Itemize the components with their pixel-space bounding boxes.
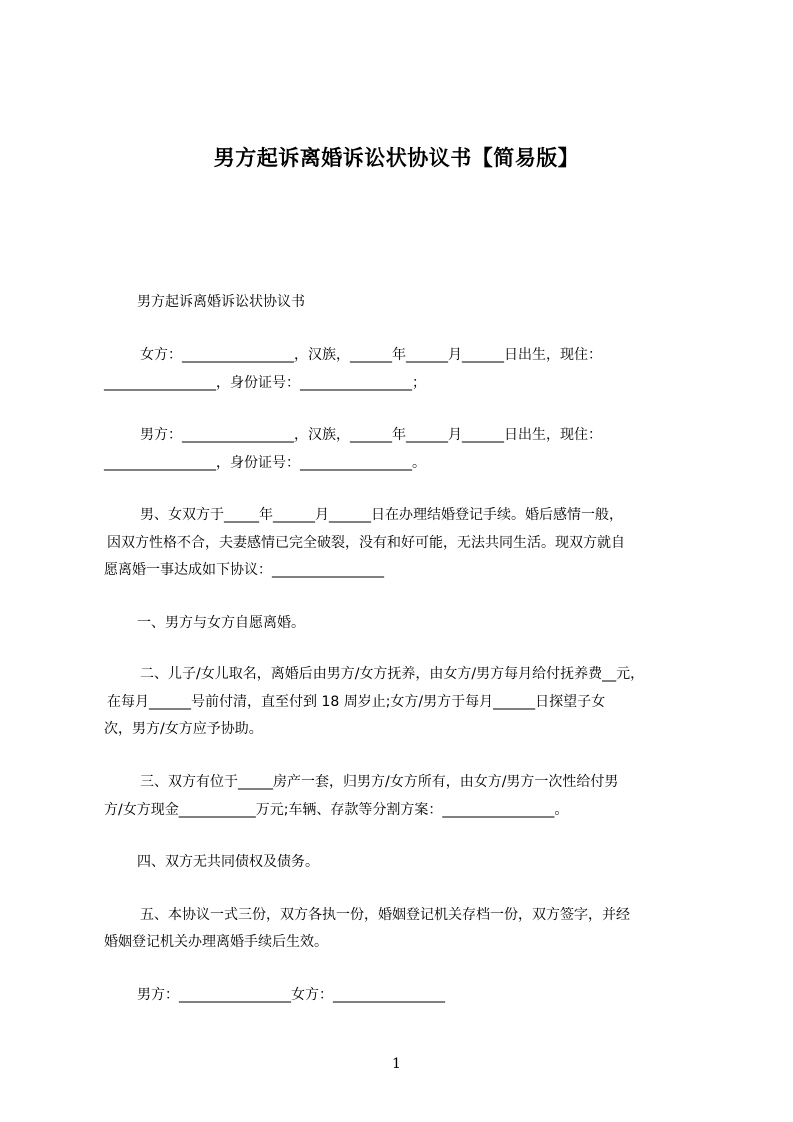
clause-1: 一、男方与女方自愿离婚。 [137,615,305,631]
clause-2-line-3: 次，男方/女方应予协助。 [104,721,263,737]
clause-2-line-2: 在每月______号前付清，直至付到 18 周岁止;女方/男方于每月______日探望子女 [107,694,606,710]
female-party-line-2: ________________，身份证号：________________； [104,375,426,391]
clause-2-line-1: 二、儿子/女儿取名，离婚后由男方/女方抚养，由女方/男方每月给付抚养费__元， [140,666,645,682]
intro-line-2: 因双方性格不合，夫妻感情已完全破裂，没有和好可能，无法共同生活。现双方就自 [107,535,625,551]
intro-line-1: 男、女双方于_____年______月______日在办理结婚登记手续。婚后感情一般， [140,507,623,523]
male-party-line-2: ________________，身份证号：________________。 [104,455,426,471]
document-title: 男方起诉离婚诉讼状协议书【简易版】 [213,146,580,170]
clause-4: 四、双方无共同债权及债务。 [137,854,319,870]
clause-5-line-1: 五、本协议一式三份，双方各执一份，婚姻登记机关存档一份，双方签字，并经 [140,907,630,923]
male-party-line-1: 男方：________________，汉族，______年______月______日出生，现住： [140,427,602,443]
female-party-line-1: 女方：________________，汉族，______年______月______日出生，现住： [140,347,602,363]
page-number: 1 [392,1056,401,1072]
clause-3-line-2: 方/女方现金___________万元;车辆、存款等分割方案：________________。 [104,802,569,818]
intro-line-3: 愿离婚一事达成如下协议：________________ [104,562,384,578]
signature-line: 男方：________________女方：________________ [137,987,445,1003]
document-subtitle: 男方起诉离婚诉讼状协议书 [137,294,305,310]
clause-5-line-2: 婚姻登记机关办理离婚手续后生效。 [104,934,328,950]
clause-3-line-1: 三、双方有位于_____房产一套，归男方/女方所有，由女方/男方一次性给付男 [140,774,619,790]
